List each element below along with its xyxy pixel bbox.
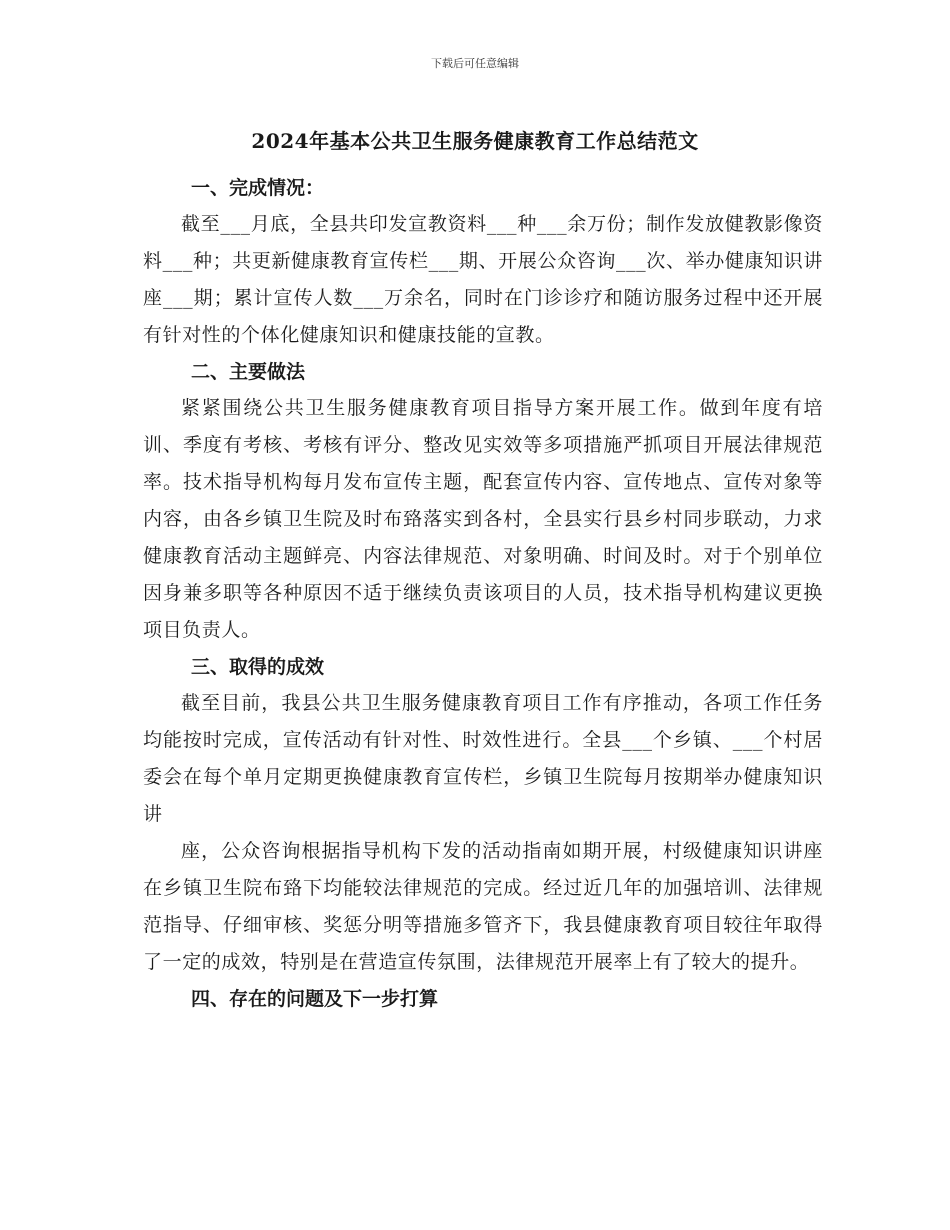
section-heading: 二、主要做法 — [191, 361, 306, 383]
paragraph: 截至目前，我县公共卫生服务健康教育项目工作有序推动，各项工作任务均能按时完成，宣传活动有针对性、时效性进行。全县___个乡镇、___个村居委会在每个单月定期更换健康教育宣传栏，乡镇卫生院每月按期举办健康知识讲 — [143, 692, 823, 825]
header-note: 下载后可任意编辑 — [431, 57, 519, 70]
section-heading: 四、存在的问题及下一步打算 — [191, 988, 439, 1010]
document-title: 2024年基本公共卫生服务健康教育工作总结范文 — [251, 129, 699, 153]
paragraph: 截至___月底，全县共印发宣教资料___种___余万份；制作发放健教影像资料___种；共更新健康教育宣传栏___期、开展公众咨询___次、举办健康知识讲座___期；累计宣传人数___万余名，同时在门诊诊疗和随访服务过程中还开展有针对性的个体化健康知识和健康技能的宣教。 — [143, 213, 823, 346]
paragraph: 座，公众咨询根据指导机构下发的活动指南如期开展，村级健康知识讲座在乡镇卫生院布臵下均能较法律规范的完成。经过近几年的加强培训、法律规范指导、仔细审核、奖惩分明等措施多管齐下，我县健康教育项目较往年取得了一定的成效，特别是在营造宣传氛围，法律规范开展率上有了较大的提升。 — [143, 840, 823, 973]
document-body — [143, 170, 823, 1017]
section-heading: 三、取得的成效 — [191, 656, 325, 678]
paragraph: 紧紧围绕公共卫生服务健康教育项目指导方案开展工作。做到年度有培训、季度有考核、考核有评分、整改见实效等多项措施严抓项目开展法律规范率。技术指导机构每月发布宣传主题，配套宣传内容、宣传地点、宣传对象等内容，由各乡镇卫生院及时布臵落实到各村，全县实行县乡村同步联动，力求健康教育活动主题鲜亮、内容法律规范、对象明确、时间及时。对于个别单位因身兼多职等各种原因不适于继续负责该项目的人员，技术指导机构建议更换项目负责人。 — [143, 397, 823, 641]
section-heading: 一、完成情况： — [191, 177, 325, 199]
